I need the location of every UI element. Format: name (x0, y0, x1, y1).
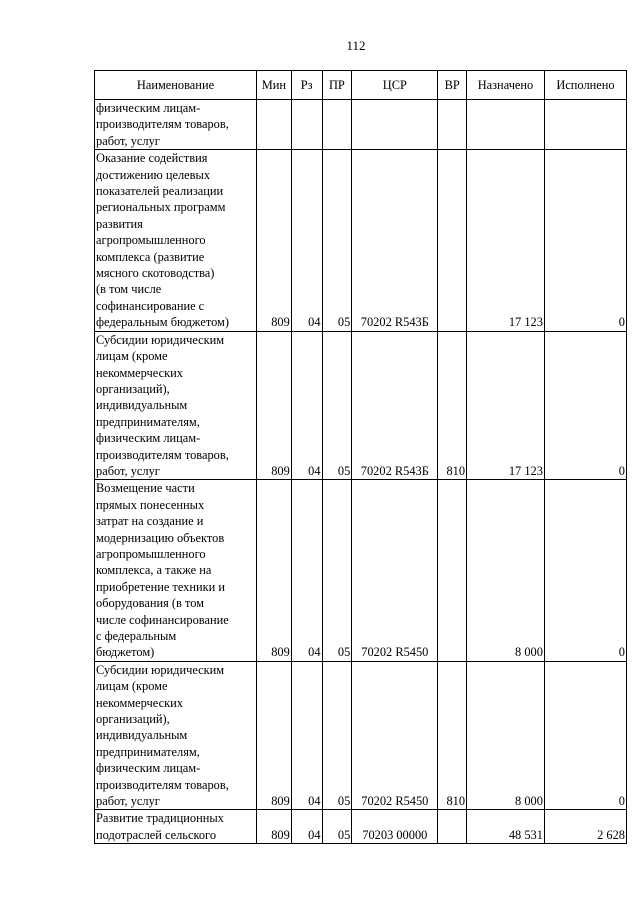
cell-vr (438, 810, 467, 844)
cell-name-line: развития (96, 216, 143, 231)
cell-pr: 05 (322, 810, 352, 844)
cell-name-line: агропромышленного (96, 546, 206, 561)
cell-name-line: индивидуальным (96, 728, 188, 743)
cell-naznacheno: 17 123 (467, 331, 545, 480)
cell-name (95, 150, 257, 331)
cell-name-line: Субсидии юридическим (96, 332, 225, 347)
cell-min: 809 (256, 480, 291, 661)
cell-name-line: федеральным бюджетом) (96, 315, 230, 330)
cell-name-line: региональных программ (96, 200, 226, 215)
cell-name-line: достижению целевых (96, 167, 211, 182)
cell-name-line: показателей реализации (96, 184, 224, 199)
cell-vr (438, 480, 467, 661)
cell-name-line: физическим лицам- (96, 761, 201, 776)
cell-rz: 04 (291, 150, 322, 331)
cell-name-line: предпринимателям, (96, 744, 200, 759)
cell-name-line: предпринимателям, (96, 414, 200, 429)
cell-pr (322, 100, 352, 150)
cell-name (95, 480, 257, 661)
cell-csr (352, 100, 438, 150)
cell-name-line: модернизацию объектов (96, 530, 225, 545)
cell-name-line: некоммерческих (96, 365, 183, 380)
column-header-name: Наименование (95, 71, 257, 100)
budget-table (94, 70, 627, 844)
cell-rz (291, 100, 322, 150)
cell-name (95, 810, 257, 844)
cell-min (256, 100, 291, 150)
cell-name (95, 661, 257, 810)
cell-ispolneno (544, 100, 626, 150)
cell-name-line: с федеральным (96, 629, 177, 643)
cell-name-line: приобретение техники и (96, 579, 226, 594)
cell-pr: 05 (322, 331, 352, 480)
cell-name-line: комплекса, а также на (96, 563, 212, 578)
table-row (95, 150, 627, 331)
cell-rz: 04 (291, 331, 322, 480)
cell-name-line: работ, услуг (96, 463, 160, 478)
cell-name-line: физическим лицам- (96, 101, 201, 115)
cell-name-line: Развитие традиционных (96, 811, 224, 826)
cell-name-line: работ, услуг (96, 794, 160, 809)
cell-name-line: работ, услуг (96, 133, 160, 148)
table-body (95, 100, 627, 844)
cell-vr: 810 (438, 331, 467, 480)
table-header-row (95, 71, 627, 100)
cell-name-line: мясного скотоводства) (96, 266, 215, 281)
cell-csr: 70202 R5450 (352, 661, 438, 810)
cell-min: 809 (256, 150, 291, 331)
cell-naznacheno: 8 000 (467, 661, 545, 810)
cell-ispolneno: 0 (544, 661, 626, 810)
cell-name-line: лицам (кроме (96, 349, 168, 364)
cell-name-line: софинансирование с (96, 298, 205, 313)
cell-csr: 70202 R543Б (352, 331, 438, 480)
cell-rz: 04 (291, 661, 322, 810)
column-header-min: Мин (256, 71, 291, 100)
cell-name (95, 331, 257, 480)
cell-min: 809 (256, 661, 291, 810)
cell-name-line: Оказание содействия (96, 151, 208, 166)
cell-name-line: комплекса (развитие (96, 249, 205, 264)
cell-min: 809 (256, 810, 291, 844)
cell-name-line: Субсидии юридическим (96, 662, 225, 677)
cell-name-line: индивидуальным (96, 398, 188, 413)
page-number: 112 (346, 38, 366, 53)
cell-name-line: Возмещение части (96, 481, 195, 496)
cell-name-line: (в том числе (96, 282, 162, 297)
cell-naznacheno: 48 531 (467, 810, 545, 844)
cell-csr: 70202 R543Б (352, 150, 438, 331)
cell-name (95, 100, 257, 150)
table-row (95, 810, 627, 844)
cell-rz: 04 (291, 810, 322, 844)
cell-naznacheno: 8 000 (467, 480, 545, 661)
column-header-vr: ВР (438, 71, 467, 100)
cell-name-line: бюджетом) (96, 645, 155, 660)
cell-name-line: организаций), (96, 381, 170, 396)
cell-name-line: производителям товаров, (96, 117, 229, 132)
cell-ispolneno: 0 (544, 480, 626, 661)
cell-naznacheno (467, 100, 545, 150)
cell-pr: 05 (322, 661, 352, 810)
cell-pr: 05 (322, 150, 352, 331)
cell-name-line: производителям товаров, (96, 447, 229, 462)
cell-name-line: физическим лицам- (96, 431, 201, 446)
cell-min: 809 (256, 331, 291, 480)
cell-csr: 70203 00000 (352, 810, 438, 844)
column-header-csr: ЦСР (352, 71, 438, 100)
cell-naznacheno: 17 123 (467, 150, 545, 331)
cell-vr: 810 (438, 661, 467, 810)
cell-name-line: некоммерческих (96, 695, 183, 710)
table-row (95, 661, 627, 810)
column-header-rz: Рз (291, 71, 322, 100)
cell-name-line: прямых понесенных (96, 497, 205, 512)
cell-name-line: производителям товаров, (96, 777, 229, 792)
cell-ispolneno: 0 (544, 331, 626, 480)
column-header-pr: ПР (322, 71, 352, 100)
cell-ispolneno: 0 (544, 150, 626, 331)
table-row (95, 100, 627, 150)
cell-rz: 04 (291, 480, 322, 661)
cell-name-line: числе софинансирование (96, 612, 229, 627)
cell-name-line: оборудования (в том (96, 596, 205, 611)
cell-name-line: затрат на создание и (96, 514, 204, 529)
cell-vr (438, 100, 467, 150)
cell-csr: 70202 R5450 (352, 480, 438, 661)
cell-name-line: подотраслей сельского (96, 827, 217, 842)
cell-ispolneno: 2 628 (544, 810, 626, 844)
table-row (95, 331, 627, 480)
column-header-naznacheno: Назначено (467, 71, 545, 100)
table-row (95, 480, 627, 661)
cell-name-line: агропромышленного (96, 233, 206, 248)
column-header-ispolneno: Исполнено (544, 71, 626, 100)
cell-pr: 05 (322, 480, 352, 661)
cell-name-line: лицам (кроме (96, 679, 168, 694)
cell-name-line: организаций), (96, 712, 170, 727)
cell-vr (438, 150, 467, 331)
